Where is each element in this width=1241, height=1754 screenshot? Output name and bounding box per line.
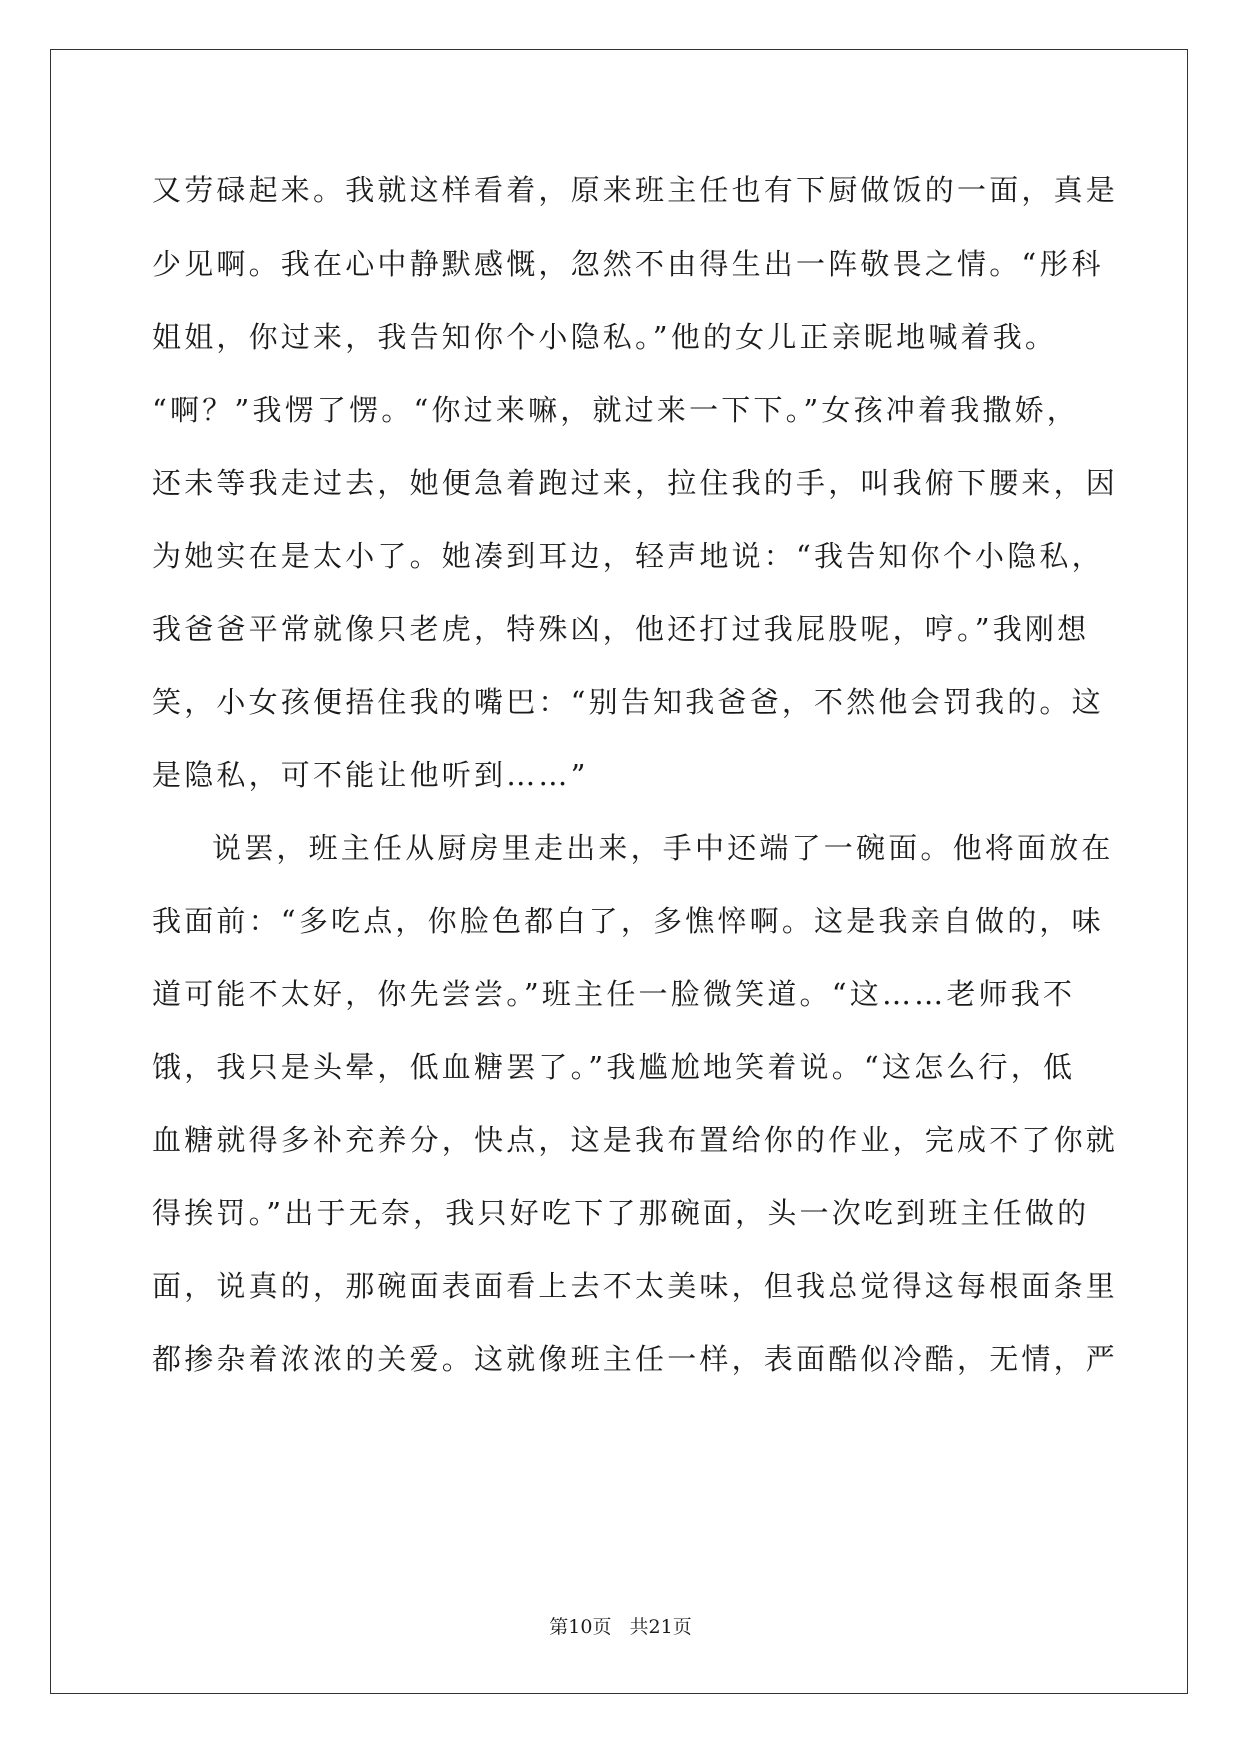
text-line: 得挨罚。”出于无奈，我只好吃下了那碗面，头一次吃到班主任做的 [152,1196,1090,1230]
text-line: 道可能不太好，你先尝尝。”班主任一脸微笑道。“这……老师我不 [152,977,1076,1011]
text-line: 我面前：“多吃点，你脸色都白了，多憔悴啊。这是我亲自做的，味 [152,904,1104,938]
text-line: 都掺杂着浓浓的关爱。这就像班主任一样，表面酷似冷酷，无情，严 [152,1342,1119,1376]
text-line: 面，说真的，那碗面表面看上去不太美味，但我总觉得这每根面条里 [152,1269,1119,1303]
text-line: “啊？”我愣了愣。“你过来嘛，就过来一下下。”女孩冲着我撒娇， [152,393,1080,427]
page-border [50,49,1188,1694]
page-total: 共21页 [629,1616,692,1638]
text-line: 是隐私，可不能让他听到……” [152,758,589,792]
text-line: 血糖就得多补充养分，快点，这是我布置给你的作业，完成不了你就 [152,1123,1119,1157]
text-line: 笑，小女孩便捂住我的嘴巴：“别告知我爸爸，不然他会罚我的。这 [152,685,1104,719]
text-line: 饿，我只是头晕，低血糖罢了。”我尴尬地笑着说。“这怎么行，低 [152,1050,1076,1084]
text-line: 又劳碌起来。我就这样看着，原来班主任也有下厨做饭的一面，真是 [152,173,1119,207]
text-line: 还未等我走过去，她便急着跑过来，拉住我的手，叫我俯下腰来，因 [152,466,1119,500]
text-line: 说罢，班主任从厨房里走出来，手中还端了一碗面。他将面放在 [212,831,1114,865]
text-line: 姐姐，你过来，我告知你个小隐私。”他的女儿正亲昵地喊着我。 [152,320,1058,354]
text-line: 少见啊。我在心中静默感慨，忽然不由得生出一阵敬畏之情。“彤科 [152,247,1104,281]
text-line: 为她实在是太小了。她凑到耳边，轻声地说：“我告知你个小隐私， [152,539,1104,573]
page-footer [0,1612,1241,1639]
text-line: 我爸爸平常就像只老虎，特殊凶，他还打过我屁股呢，哼。”我刚想 [152,612,1090,646]
page-number: 第10页 [549,1616,612,1638]
